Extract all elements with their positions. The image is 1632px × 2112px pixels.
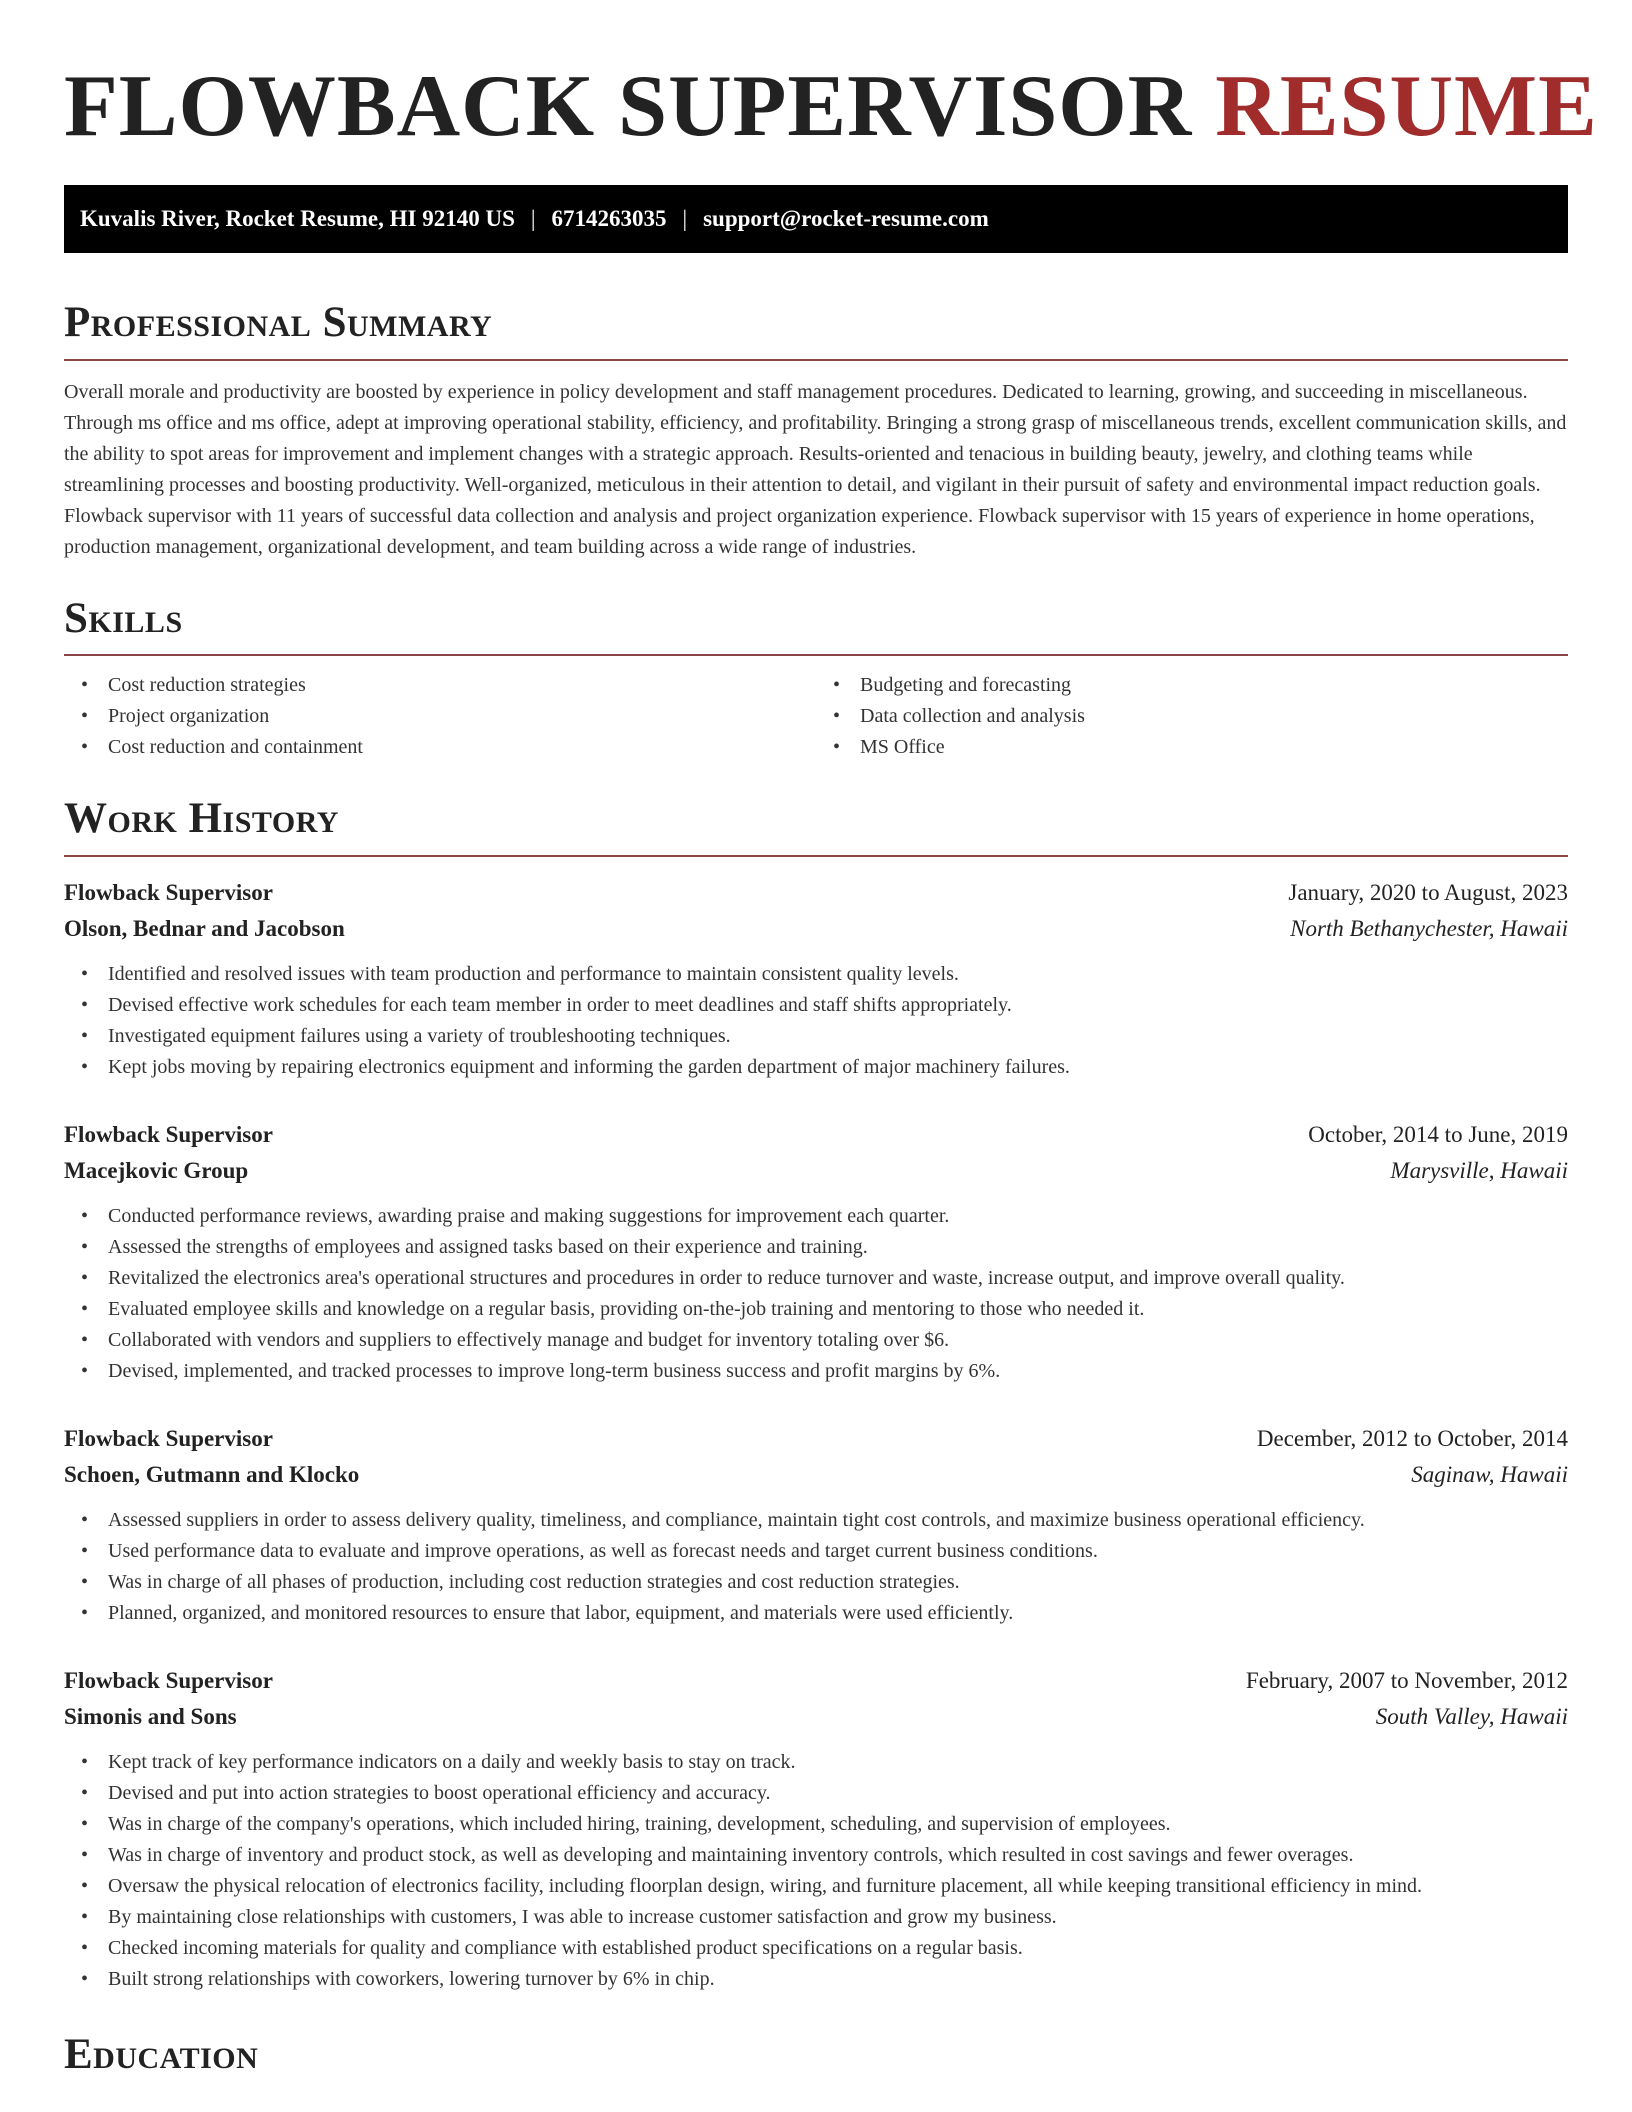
education-heading: Education: [64, 2030, 259, 2078]
job-entry: [64, 875, 1568, 1083]
job-duty: • Checked incoming materials for quality and compliance with established product specifications on a regular basis.: [64, 1933, 1568, 1964]
job-duty: • Identified and resolved issues with team production and performance to maintain consistent quality levels.: [64, 959, 1568, 990]
contact-bar: [64, 185, 1568, 253]
job-dates: December, 2012 to October, 2014: [1256, 1425, 1568, 1451]
job-title: Flowback Supervisor: [64, 1121, 273, 1147]
job-duty: • Oversaw the physical relocation of electronics facility, including floorplan design, wiring, and furniture placement, all while keeping transitional efficiency in mind.: [64, 1871, 1568, 1902]
job-location: Saginaw, Hawaii: [1411, 1461, 1568, 1487]
skills-list: [64, 670, 1568, 763]
job-duties: [64, 1747, 1568, 1995]
job-duty: • Devised and put into action strategies to boost operational efficiency and accuracy.: [64, 1778, 1568, 1809]
skills-heading: Skills: [64, 593, 1568, 657]
job-title: Flowback Supervisor: [64, 1667, 273, 1693]
job-duty: • Planned, organized, and monitored resources to ensure that labor, equipment, and materials were used efficiently.: [64, 1598, 1568, 1629]
contact-phone: 6714263035: [551, 206, 667, 232]
job-company: Simonis and Sons: [64, 1703, 237, 1729]
job-duty: • Conducted performance reviews, awarding praise and making suggestions for improvement each quarter.: [64, 1201, 1568, 1232]
job-duty: • Investigated equipment failures using a variety of troubleshooting techniques.: [64, 1021, 1568, 1052]
skill-item: • Cost reduction and containment: [64, 732, 816, 763]
job-duty: • Devised, implemented, and tracked processes to improve long-term business success and profit margins by 6%.: [64, 1356, 1568, 1387]
contact-separator: |: [682, 206, 688, 232]
job-duty: • Built strong relationships with coworkers, lowering turnover by 6% in chip.: [64, 1964, 1568, 1995]
summary-text: Overall morale and productivity are boosted by experience in policy development and staff management procedures. Dedicated to learning, growing, and succeeding in miscellaneous. Through ms office and ms office, adept at improving operational stability, efficiency, and profitability. Bringing a strong grasp of miscellaneous trends, excellent communication skills, and the ability to spot areas for improvement and implement changes with a strategic approach. Results-oriented and tenacious in building beauty, jewelry, and clothing teams while streamlining processes and boosting productivity. Well-organized, meticulous in their attention to detail, and vigilant in their pursuit of safety and environmental impact reduction goals. Flowback supervisor with 11 years of successful data collection and analysis and project organization experience. Flowback supervisor with 15 years of experience in home operations, production management, organizational development, and team building across a wide range of industries.: [64, 380, 1567, 558]
job-duty: • Devised effective work schedules for each team member in order to meet deadlines and staff shifts appropriately.: [64, 990, 1568, 1021]
job-location: North Bethanychester, Hawaii: [1290, 915, 1568, 941]
job-header-row: [64, 1663, 1568, 1699]
contact-address: Kuvalis River, Rocket Resume, HI 92140 US: [80, 206, 515, 232]
job-company: Olson, Bednar and Jacobson: [64, 915, 345, 941]
job-title: Flowback Supervisor: [64, 1425, 273, 1451]
job-duty: • Used performance data to evaluate and improve operations, as well as forecast needs and target current business conditions.: [64, 1536, 1568, 1567]
job-location: Marysville, Hawaii: [1390, 1157, 1568, 1183]
contact-separator: |: [530, 206, 536, 232]
skills-column-left: [64, 670, 816, 763]
job-duty: • Kept track of key performance indicators on a daily and weekly basis to stay on track.: [64, 1747, 1568, 1778]
job-duties: [64, 1505, 1568, 1629]
job-duty: • Assessed the strengths of employees and assigned tasks based on their experience and training.: [64, 1232, 1568, 1263]
job-duty: • Was in charge of inventory and product stock, as well as developing and maintaining inventory controls, which resulted in cost savings and fewer overages.: [64, 1840, 1568, 1871]
skill-item: • Budgeting and forecasting: [816, 670, 1568, 701]
title-main: FLOWBACK SUPERVISOR: [64, 58, 1193, 155]
job-header-row: [64, 1421, 1568, 1457]
job-duty: • By maintaining close relationships with customers, I was able to increase customer satisfaction and grow my business.: [64, 1902, 1568, 1933]
title-accent: RESUME: [1215, 58, 1598, 155]
job-duty: • Kept jobs moving by repairing electronics equipment and informing the garden department of major machinery failures.: [64, 1052, 1568, 1083]
job-company-row: [64, 1699, 1568, 1735]
resume-content: [64, 0, 1598, 2091]
job-entry: [64, 1117, 1568, 1387]
job-duty: • Revitalized the electronics area's operational structures and procedures in order to reduce turnover and waste, increase output, and improve overall quality.: [64, 1263, 1568, 1294]
job-header-row: [64, 1117, 1568, 1153]
job-dates: January, 2020 to August, 2023: [1288, 879, 1568, 905]
job-company: Schoen, Gutmann and Klocko: [64, 1461, 360, 1487]
resume-title: [64, 56, 1598, 157]
job-company-row: [64, 1457, 1568, 1493]
skill-item: • Data collection and analysis: [816, 701, 1568, 732]
job-duties: [64, 1201, 1568, 1387]
job-location: South Valley, Hawaii: [1375, 1703, 1568, 1729]
job-company-row: [64, 911, 1568, 947]
job-duties: [64, 959, 1568, 1083]
job-dates: February, 2007 to November, 2012: [1245, 1667, 1568, 1693]
job-duty: • Evaluated employee skills and knowledge on a regular basis, providing on-the-job training and mentoring to those who needed it.: [64, 1294, 1568, 1325]
job-dates: October, 2014 to June, 2019: [1308, 1121, 1568, 1147]
skill-item: • MS Office: [816, 732, 1568, 763]
contact-email: support@rocket-resume.com: [703, 206, 989, 232]
job-entry: [64, 1663, 1568, 1995]
job-company-row: [64, 1153, 1568, 1189]
skills-column-right: [816, 670, 1568, 763]
job-duty: • Was in charge of the company's operations, which included hiring, training, development, scheduling, and supervision of employees.: [64, 1809, 1568, 1840]
job-duty: • Was in charge of all phases of production, including cost reduction strategies and cost reduction strategies.: [64, 1567, 1568, 1598]
job-duty: • Collaborated with vendors and suppliers to effectively manage and budget for inventory totaling over $6.: [64, 1325, 1568, 1356]
work-history-heading: Work History: [64, 793, 1568, 857]
job-duty: • Assessed suppliers in order to assess delivery quality, timeliness, and compliance, maintain tight cost controls, and maximize business operational efficiency.: [64, 1505, 1568, 1536]
summary-heading: Professional Summary: [64, 297, 1568, 361]
job-company: Macejkovic Group: [64, 1157, 249, 1183]
skill-item: • Cost reduction strategies: [64, 670, 816, 701]
job-title: Flowback Supervisor: [64, 879, 273, 905]
job-entry: [64, 1421, 1568, 1629]
job-list: [64, 875, 1568, 1995]
job-header-row: [64, 875, 1568, 911]
skill-item: • Project organization: [64, 701, 816, 732]
